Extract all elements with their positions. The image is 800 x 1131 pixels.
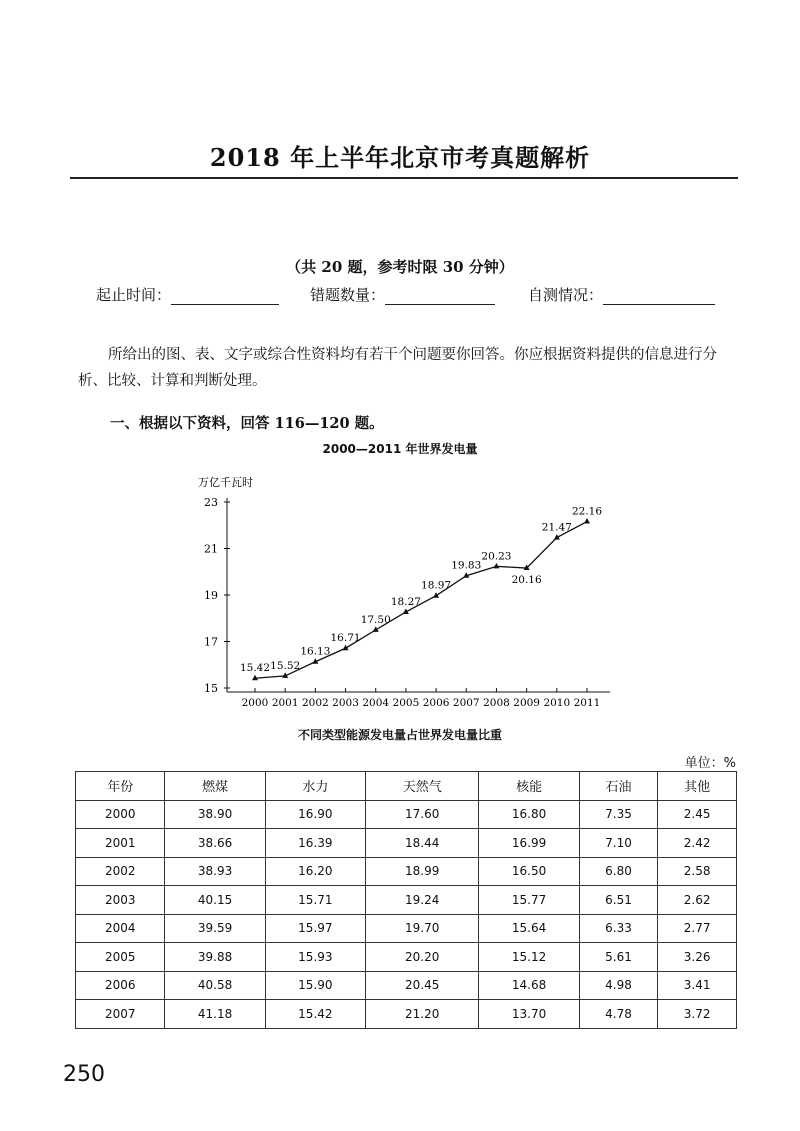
table-row: [76, 971, 737, 1000]
table-cell: 2.42: [658, 829, 737, 858]
col-gas: 天然气: [365, 772, 478, 801]
table-cell: 2006: [76, 971, 165, 1000]
data-label: 21.47: [541, 521, 572, 534]
table-cell: 4.98: [579, 971, 658, 1000]
table-cell: 18.99: [365, 857, 478, 886]
table-cell: 2002: [76, 857, 165, 886]
time-field: [96, 284, 279, 305]
table-row: [76, 943, 737, 972]
x-tick-label: 2000: [241, 697, 269, 709]
table-cell: 15.42: [265, 1000, 365, 1029]
errors-field-blank[interactable]: [385, 288, 495, 305]
x-tick-label: 2007: [452, 697, 480, 709]
y-axis-label: 万亿千瓦时: [198, 476, 253, 489]
power-generation-line-chart: [170, 470, 630, 715]
table-cell: 19.24: [365, 886, 478, 915]
table-cell: 6.33: [579, 914, 658, 943]
table-cell: 13.70: [479, 1000, 579, 1029]
table-cell: 38.66: [165, 829, 265, 858]
table-cell: 15.93: [265, 943, 365, 972]
table-unit: 单位：%: [684, 756, 736, 771]
table-cell: 2007: [76, 1000, 165, 1029]
table-cell: 15.77: [479, 886, 579, 915]
table-row: [76, 1000, 737, 1029]
table-cell: 2004: [76, 914, 165, 943]
table-cell: 6.51: [579, 886, 658, 915]
y-tick-label: 23: [204, 496, 218, 509]
data-point: [584, 518, 590, 524]
x-tick-label: 2009: [513, 697, 541, 709]
table-cell: 2001: [76, 829, 165, 858]
table-cell: 15.64: [479, 914, 579, 943]
table-cell: 15.12: [479, 943, 579, 972]
x-tick-label: 2010: [543, 697, 571, 709]
data-label: 17.50: [360, 613, 391, 626]
y-tick-label: 15: [204, 682, 218, 695]
table-cell: 2000: [76, 800, 165, 829]
y-tick-label: 19: [204, 589, 218, 602]
table-cell: 40.15: [165, 886, 265, 915]
table-cell: 7.35: [579, 800, 658, 829]
col-year: 年份: [76, 772, 165, 801]
table-cell: 20.20: [365, 943, 478, 972]
table-title: 不同类型能源发电量占世界发电量比重: [297, 728, 502, 742]
y-ticks: [204, 496, 230, 695]
data-labels: [240, 506, 602, 675]
table-cell: 16.90: [265, 800, 365, 829]
data-label: 16.71: [330, 632, 361, 645]
table-cell: 14.68: [479, 971, 579, 1000]
table-cell: 21.20: [365, 1000, 478, 1029]
time-field-blank[interactable]: [171, 288, 279, 305]
x-tick-label: 2003: [332, 697, 359, 709]
data-label: 18.27: [390, 595, 421, 608]
x-tick-label: 2008: [483, 697, 510, 709]
table-cell: 2.45: [658, 800, 737, 829]
data-label: 20.16: [511, 574, 542, 587]
data-point: [493, 563, 499, 569]
table-cell: 38.93: [165, 857, 265, 886]
table-cell: 2005: [76, 943, 165, 972]
table-cell: 3.41: [658, 971, 737, 1000]
data-label: 15.42: [239, 662, 271, 675]
table-row: [76, 857, 737, 886]
x-tick-label: 2005: [392, 697, 420, 709]
time-field-label: 起止时间：: [96, 286, 172, 304]
col-nuclear: 核能: [479, 772, 579, 801]
self-eval-field-blank[interactable]: [603, 288, 715, 305]
col-hydro: 水力: [265, 772, 365, 801]
table-cell: 2.77: [658, 914, 737, 943]
subtitle: （共 20 题，参考时限 30 分钟）: [286, 258, 514, 276]
self-eval-field-label: 自测情况：: [528, 286, 604, 304]
page-number: 250: [63, 1062, 105, 1087]
table-cell: 18.44: [365, 829, 478, 858]
self-eval-field: [528, 284, 715, 305]
table-cell: 4.78: [579, 1000, 658, 1029]
table-cell: 39.59: [165, 914, 265, 943]
table-cell: 3.26: [658, 943, 737, 972]
table-cell: 16.99: [479, 829, 579, 858]
data-label: 20.23: [481, 550, 512, 563]
y-tick-label: 17: [204, 635, 218, 649]
col-oil: 石油: [579, 772, 658, 801]
table-cell: 15.90: [265, 971, 365, 1000]
col-other: 其他: [658, 772, 737, 801]
table-cell: 5.61: [579, 943, 658, 972]
data-label: 19.83: [451, 559, 482, 572]
x-tick-label: 2002: [301, 697, 329, 709]
table-cell: 16.80: [479, 800, 579, 829]
table-cell: 7.10: [579, 829, 658, 858]
table-row: [76, 886, 737, 915]
table-cell: 16.20: [265, 857, 365, 886]
data-label: 16.13: [300, 645, 331, 658]
errors-field-label: 错题数量：: [310, 286, 386, 304]
section-heading: 一、根据以下资料，回答 116—120 题。: [110, 415, 384, 432]
instructions-paragraph: 所给出的图、表、文字或综合性资料均有若干个问题要你回答。你应根据资料提供的信息进行分析、比较、计算和判断处理。: [78, 347, 717, 389]
table-row: [76, 829, 737, 858]
table-cell: 3.72: [658, 1000, 737, 1029]
energy-share-table: [75, 771, 737, 1029]
table-row: [76, 800, 737, 829]
table-cell: 15.71: [265, 886, 365, 915]
x-tick-label: 2006: [422, 697, 450, 709]
col-coal: 燃煤: [165, 772, 265, 801]
data-label: 15.52: [270, 659, 301, 672]
table-cell: 2003: [76, 886, 165, 915]
table-cell: 2.58: [658, 857, 737, 886]
page-title: 2018 年上半年北京市考真题解析: [209, 143, 591, 172]
table-cell: 41.18: [165, 1000, 265, 1029]
table-cell: 6.80: [579, 857, 658, 886]
table-cell: 17.60: [365, 800, 478, 829]
errors-field: [310, 284, 495, 305]
table-cell: 39.88: [165, 943, 265, 972]
table-header-row: [76, 772, 737, 801]
x-tick-label: 2011: [573, 697, 601, 709]
x-ticks: [242, 688, 601, 709]
table-cell: 16.50: [479, 857, 579, 886]
x-tick-label: 2001: [271, 697, 299, 709]
x-tick-label: 2004: [362, 697, 390, 709]
data-label: 18.97: [421, 579, 452, 592]
table-cell: 2.62: [658, 886, 737, 915]
title-divider: [70, 177, 738, 179]
table-cell: 19.70: [365, 914, 478, 943]
table-cell: 15.97: [265, 914, 365, 943]
chart-title: 2000—2011 年世界发电量: [322, 442, 478, 456]
table-cell: 16.39: [265, 829, 365, 858]
y-tick-label: 21: [204, 542, 218, 556]
table-row: [76, 914, 737, 943]
table-cell: 20.45: [365, 971, 478, 1000]
table-cell: 38.90: [165, 800, 265, 829]
table-cell: 40.58: [165, 971, 265, 1000]
data-label: 22.16: [571, 505, 603, 518]
